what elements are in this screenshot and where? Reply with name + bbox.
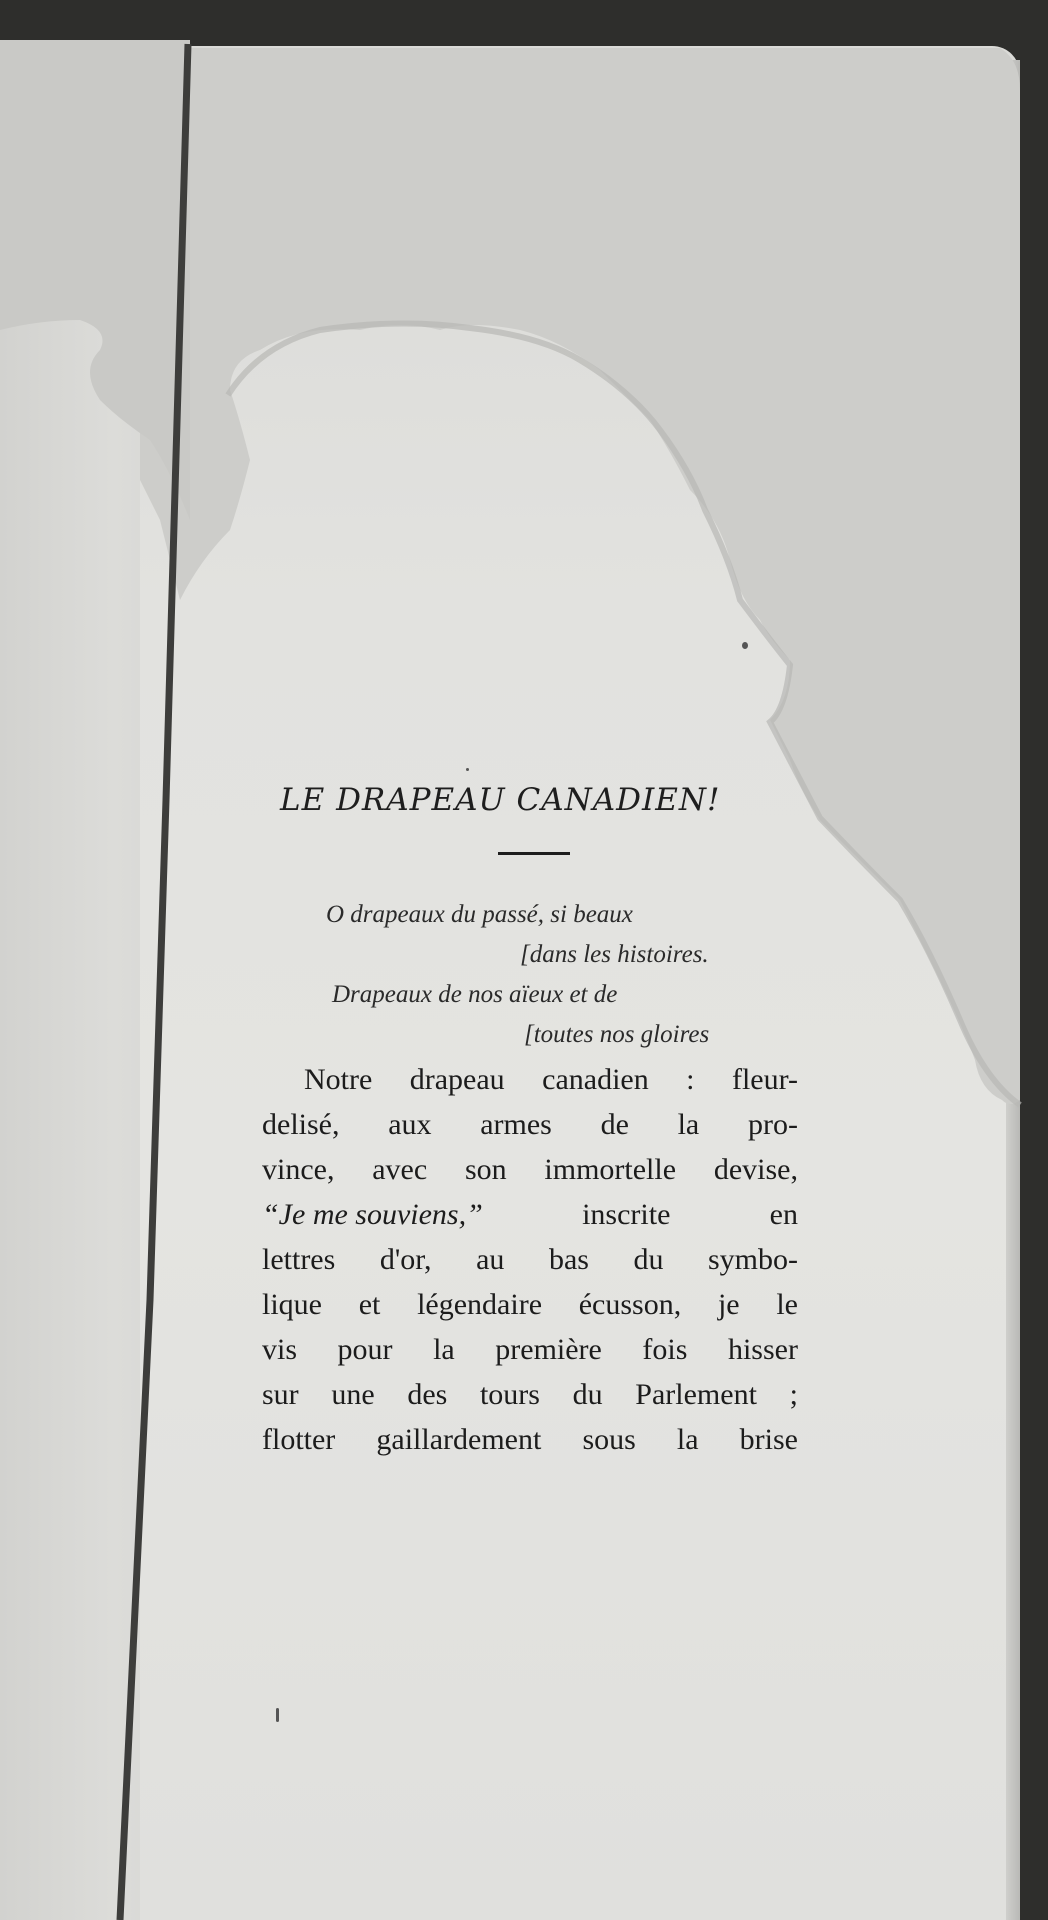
text-line [262,1147,798,1192]
word: vince, [262,1153,335,1186]
ink-speck [466,768,469,771]
word: canadien [542,1063,649,1096]
title-rule [498,852,570,855]
word: première [495,1333,602,1366]
text-line [262,1327,798,1372]
text-line [262,1102,798,1147]
word: le [776,1288,798,1321]
word: du [572,1378,603,1411]
word: flotter [262,1423,336,1456]
text-line [262,1192,798,1237]
word: au [476,1243,505,1276]
ink-speck [742,642,748,649]
word: brise [739,1423,798,1456]
text-line [262,1282,798,1327]
word: fois [642,1333,688,1366]
word: je [717,1288,740,1321]
word: une [331,1378,375,1411]
word: de [600,1108,629,1141]
ink-speck [276,1708,279,1722]
page-text [262,782,802,1462]
epigraph-line: O drapeaux du passé, si beaux [326,901,633,928]
word: écusson, [578,1288,682,1321]
word: : [686,1063,695,1096]
word: avec [372,1153,428,1186]
word: la [676,1423,699,1456]
word: du [633,1243,664,1276]
word: pro- [747,1108,798,1141]
epigraph-line: [toutes nos gloires [524,1021,710,1048]
epigraph-line: Drapeaux de nos aïeux et de [332,981,618,1008]
word: sur [262,1378,299,1411]
word: immortelle [544,1153,677,1186]
text-line [262,1417,798,1462]
text-line [262,1372,798,1417]
word: ; [789,1378,798,1411]
stain-left-page [0,40,190,520]
text-line [262,1057,798,1102]
word: d'or, [379,1243,432,1276]
word: lettres [262,1243,336,1276]
word: armes [480,1108,552,1141]
word: la [433,1333,455,1366]
word: la [677,1108,700,1141]
word: delisé, [262,1108,340,1141]
word: sous [582,1423,636,1456]
body-paragraph [262,1057,802,1462]
word: bas [548,1243,589,1276]
epigraph-line: [dans les histoires. [520,941,709,968]
epigraph [262,895,802,1055]
text-line [262,1237,798,1282]
page-title: LE DRAPEAU CANADIEN! [280,782,721,818]
word: Parlement [635,1378,757,1411]
word: pour [337,1333,393,1366]
word: légendaire [417,1288,543,1321]
word: symbo- [708,1243,798,1276]
word: et [358,1288,381,1321]
word: drapeau [409,1063,505,1096]
word: aux [388,1108,432,1141]
word: des [407,1378,448,1411]
word: lique [262,1288,322,1321]
word: gaillardement [376,1423,542,1456]
word: devise, [713,1153,798,1186]
word: fleur- [731,1063,798,1096]
word: vis [262,1333,298,1366]
word: inscrite [582,1198,671,1231]
word: son [464,1153,507,1186]
word: hisser [727,1333,798,1366]
quoted-motto: “Je me souviens,” [262,1198,483,1231]
word: Notre [304,1063,373,1096]
word: tours [479,1378,540,1411]
word: en [769,1198,798,1231]
